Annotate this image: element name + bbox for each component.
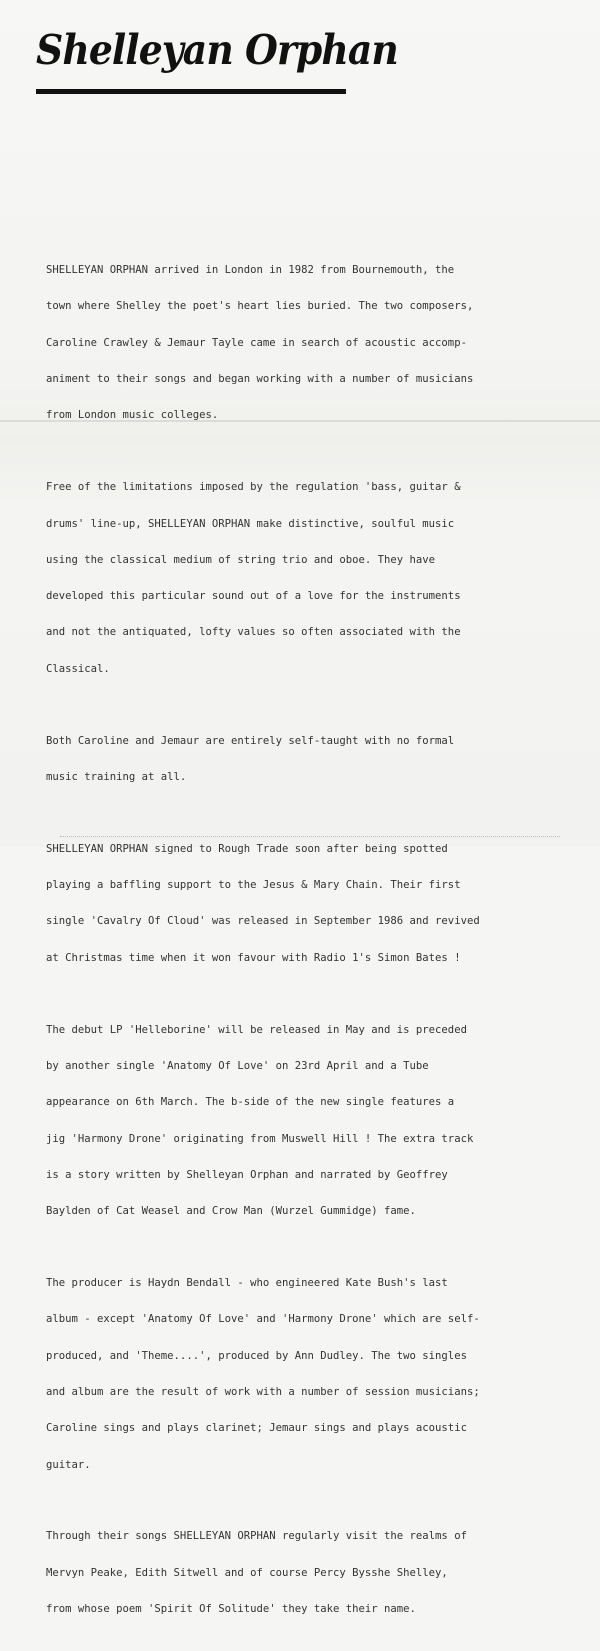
text-line: animent to their songs and began working with a number of musicians bbox=[46, 373, 474, 386]
text-line: guitar. bbox=[46, 1458, 91, 1471]
text-line: and album are the result of work with a number of session musicians; bbox=[46, 1385, 480, 1398]
paragraph-rough-trade bbox=[46, 819, 546, 988]
text-line: town where Shelley the poet's heart lies buried. The two composers, bbox=[46, 300, 474, 313]
text-line: album - except 'Anatomy Of Love' and 'Harmony Drone' which are self- bbox=[46, 1313, 480, 1326]
text-line: Classical. bbox=[46, 662, 110, 675]
text-line: SHELLEYAN ORPHAN signed to Rough Trade soon after being spotted bbox=[46, 842, 448, 855]
text-line: and not the antiquated, lofty values so often associated with the bbox=[46, 626, 461, 639]
text-line: SHELLEYAN ORPHAN arrived in London in 1982 from Bournemouth, the bbox=[46, 264, 455, 277]
text-line: playing a baffling support to the Jesus & Mary Chain. Their first bbox=[46, 879, 461, 892]
text-line: single 'Cavalry Of Cloud' was released in September 1986 and revived bbox=[46, 915, 480, 928]
page-title: Shelleyan Orphan bbox=[36, 26, 398, 74]
paragraph-producer bbox=[46, 1253, 546, 1495]
bottom-edge-marks bbox=[60, 836, 560, 841]
text-line: The producer is Haydn Bendall - who engineered Kate Bush's last bbox=[46, 1277, 448, 1290]
paragraph-intro bbox=[46, 240, 546, 446]
text-line: at Christmas time when it won favour with Radio 1's Simon Bates ! bbox=[46, 951, 461, 964]
text-line: music training at all. bbox=[46, 770, 187, 783]
text-line: developed this particular sound out of a love for the instruments bbox=[46, 590, 461, 603]
paragraph-debut-lp bbox=[46, 1000, 546, 1242]
text-line: from whose poem 'Spirit Of Solitude' they take their name. bbox=[46, 1603, 416, 1616]
text-line: The debut LP 'Helleborine' will be released in May and is preceded bbox=[46, 1023, 467, 1036]
text-line: produced, and 'Theme....', produced by Ann Dudley. The two singles bbox=[46, 1349, 467, 1362]
text-line: Mervyn Peake, Edith Sitwell and of course Percy Bysshe Shelley, bbox=[46, 1566, 448, 1579]
text-line: Free of the limitations imposed by the regulation 'bass, guitar & bbox=[46, 481, 461, 494]
text-line: Caroline Crawley & Jemaur Tayle came in search of acoustic accomp- bbox=[46, 336, 467, 349]
text-line: Both Caroline and Jemaur are entirely self-taught with no formal bbox=[46, 734, 455, 747]
paragraph-sound bbox=[46, 457, 546, 699]
text-line: by another single 'Anatomy Of Love' on 23rd April and a Tube bbox=[46, 1060, 429, 1072]
text-line: Baylden of Cat Weasel and Crow Man (Wurzel Gummidge) fame. bbox=[46, 1205, 416, 1218]
text-line: is a story written by Shelleyan Orphan and narrated by Geoffrey bbox=[46, 1168, 448, 1181]
text-line: appearance on 6th March. The b-side of the new single features a bbox=[46, 1096, 455, 1109]
paragraph-self-taught bbox=[46, 710, 546, 807]
text-line: jig 'Harmony Drone' originating from Muswell Hill ! The extra track bbox=[46, 1132, 474, 1145]
text-line: drums' line-up, SHELLEYAN ORPHAN make distinctive, soulful music bbox=[46, 517, 455, 530]
title-underline-rule bbox=[36, 89, 346, 94]
text-line: using the classical medium of string trio and oboe. They have bbox=[46, 553, 436, 566]
text-line: from London music colleges. bbox=[46, 409, 219, 422]
text-line: Caroline sings and plays clarinet; Jemaur sings and plays acoustic bbox=[46, 1422, 467, 1435]
press-release-body bbox=[46, 240, 546, 1651]
paragraph-name-origin bbox=[46, 1506, 546, 1639]
text-line: Through their songs SHELLEYAN ORPHAN regularly visit the realms of bbox=[46, 1530, 467, 1543]
